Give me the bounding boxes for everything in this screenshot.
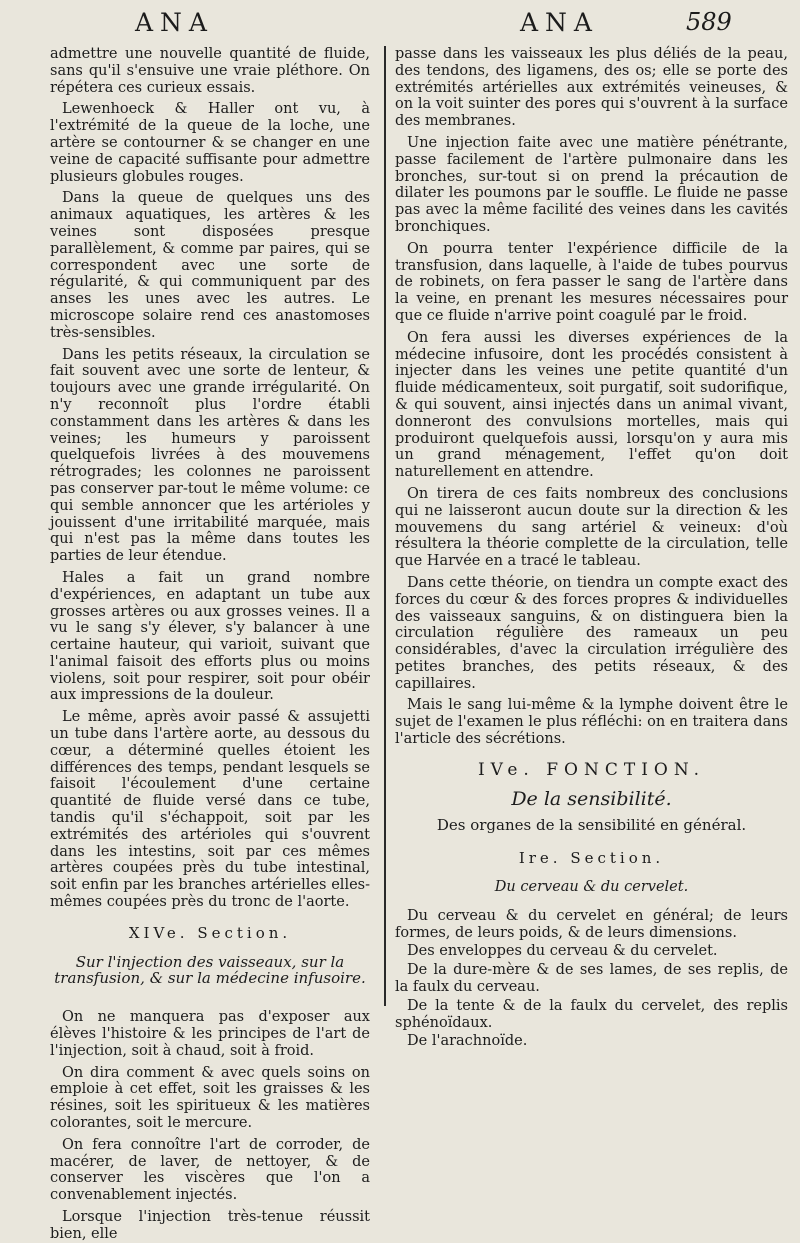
general-heading: Des organes de la sensibilité en général.: [436, 816, 747, 835]
paragraph: On fera aussi les diverses expériences de la médecine infusoire, dont les procédés consistent à injecter dans les veines une petite quantité d'un fluide médicamenteux, soit purgatif, soit sudorifique, & qui souvent, ainsi injectés dans un animal vivant, donneront des convulsions mortelles, mais qui produiront quelquefois aussi, lorsqu'on y aura mis un grand ménagement, l'effet qu'on doit naturellement en attendre.: [395, 329, 788, 481]
list-item: De l'arachnoïde.: [407, 1033, 528, 1050]
paragraph: Mais le sang lui-même & la lymphe doivent être le sujet de l'examen le plus réfléchi: on en traitera dans l'article des sécrétions.: [395, 697, 788, 748]
paragraph: Dans la queue de quelques uns des animaux aquatiques, les artères & les veines sont disposées presque parallèlement, & comme par paires, qui se correspondent avec une sorte de régularité, & qui communiquent par des anses les unes avec les autres. Le microscope solaire rend ces anastomoses très-sensibles.: [50, 190, 370, 341]
list-item: Des enveloppes du cerveau & du cervelet.: [407, 943, 718, 960]
running-head: [0, 8, 800, 42]
section-title: Ire. Section.: [518, 849, 665, 868]
paragraph: Le même, après avoir passé & assujetti un tube dans l'artère aorte, au dessous du cœur, a déterminé quelles étoient les différences des temps, pendant lesquels se faisoit l'écoulement d'une certaine quantité de fluide versé dans ce tube, tandis qu'il s'échappoit, soit par les extrémités des artérioles qui s'ouvrent dans les intestins, soit par ces mêmes artères coupées près du tube intestinal, soit enfin par les branches artérielles elles-mêmes coupées près du tronc de l'aorte.: [50, 709, 370, 911]
topic-list: [395, 908, 788, 1050]
paragraph: On pourra tenter l'expérience difficile de la transfusion, dans laquelle, à l'aide de tubes pourvus de robinets, on fera passer le sang de l'artère dans la veine, en prenant les mesures nécessaires pour que ce fluide n'arrive point coagulé par le froid.: [395, 240, 788, 324]
list-item: De la dure-mère & de ses lames, de ses replis, de la faulx du cerveau.: [395, 962, 788, 996]
list-item: Du cerveau & du cervelet en général; de leurs formes, de leurs poids, & de leurs dimensions.: [395, 907, 788, 941]
paragraph: Lorsque l'injection très-tenue réussit bien, elle: [50, 1209, 370, 1242]
paragraph: On fera connoître l'art de corroder, de macérer, de laver, de nettoyer, & de conserver les viscères que l'on a convenablement injectés.: [50, 1136, 370, 1204]
function-title: IVe. FONCTION.: [477, 759, 706, 780]
right-running-head: ANA: [520, 8, 599, 37]
left-running-head: ANA: [135, 8, 214, 37]
paragraph: Lewenhoeck & Haller ont vu, à l'extrémité de la queue de la loche, une artère se contourner & se changer en une veine de capacité suffisante pour admettre plusieurs globules rouges.: [50, 101, 370, 185]
paragraph: passe dans les vaisseaux les plus déliés de la peau, des tendons, des ligamens, des os; elle se porte des extrémités artérielles aux extrémités veineuses, & on la voit suinter des pores qui s'ouvrent à la surface des membranes.: [395, 46, 788, 130]
paragraph: Hales a fait un grand nombre d'expériences, en adaptant un tube aux grosses artères ou aux grosses veines. Il a vu le sang s'y élever, s'y balancer à une certaine hauteur, qui varioit, suivant que l'animal faisoit des efforts plus ou moins violens, soit pour respirer, soit pour obéir aux impressions de la douleur.: [50, 569, 370, 704]
right-column: [395, 46, 788, 1056]
column-divider: [384, 46, 386, 1006]
paragraph: admettre une nouvelle quantité de fluide, sans qu'il s'ensuive une vraie pléthore. On répétera ces curieux essais.: [50, 46, 370, 96]
paragraph: Une injection faite avec une matière pénétrante, passe facilement de l'artère pulmonaire dans les bronches, sur-tout si on prend la précaution de dilater les poumons par le souffle. Le fluide ne passe pas avec la même facilité des veines dans les cavités bronchiques.: [395, 134, 788, 235]
list-item: De la tente & de la faulx du cervelet, des replis sphénoïdaux.: [395, 997, 788, 1031]
paragraph: On ne manquera pas d'exposer aux élèves l'histoire & les principes de l'art de l'injection, soit à chaud, soit à froid.: [50, 1009, 370, 1059]
paragraph: On dira comment & avec quels soins on emploie à cet effet, soit les graisses & les résines, soit les spiritueux & les matières colorantes, soit le mercure.: [50, 1064, 370, 1132]
function-subtitle: De la sensibilité.: [511, 787, 672, 810]
paragraph: Dans les petits réseaux, la circulation se fait souvent avec une sorte de lenteur, & toujours avec une grande irrégularité. On n'y reconnoît plus l'ordre établi constamment dans les artères & dans les veines; les humeurs y paroissent quelquefois livrées à des mouvemens rétrogrades; les colonnes ne paroissent pas conserver par-tout le même volume: ce qui semble annoncer que les artérioles y jouissent d'une irritabilité marquée, mais qui n'est pas la même dans toutes les parties de leur étendue.: [50, 346, 370, 565]
section-subtitle: Sur l'injection des vaisseaux, sur la transfusion, & sur la médecine infusoire.: [54, 952, 366, 988]
paragraph: On tirera de ces faits nombreux des conclusions qui ne laisseront aucun doute sur la direction & les mouvemens du sang artériel & veineux: d'où résultera la théorie complette de la circulation, telle que Harvée en a tracé le tableau.: [395, 485, 788, 570]
paragraph: Dans cette théorie, on tiendra un compte exact des forces du cœur & des forces propres & individuelles des vaisseaux sanguins, & on distinguera bien la circulation régulière des rameaux un peu considérables, d'avec la circulation irrégulière des petites branches, des petits réseaux, & des capillaires.: [395, 574, 788, 692]
left-column: [50, 46, 370, 1242]
section-subtitle: Du cerveau & du cervelet.: [494, 879, 689, 896]
page-number: 589: [686, 8, 732, 36]
section-title: XIVe. Section.: [128, 923, 292, 942]
